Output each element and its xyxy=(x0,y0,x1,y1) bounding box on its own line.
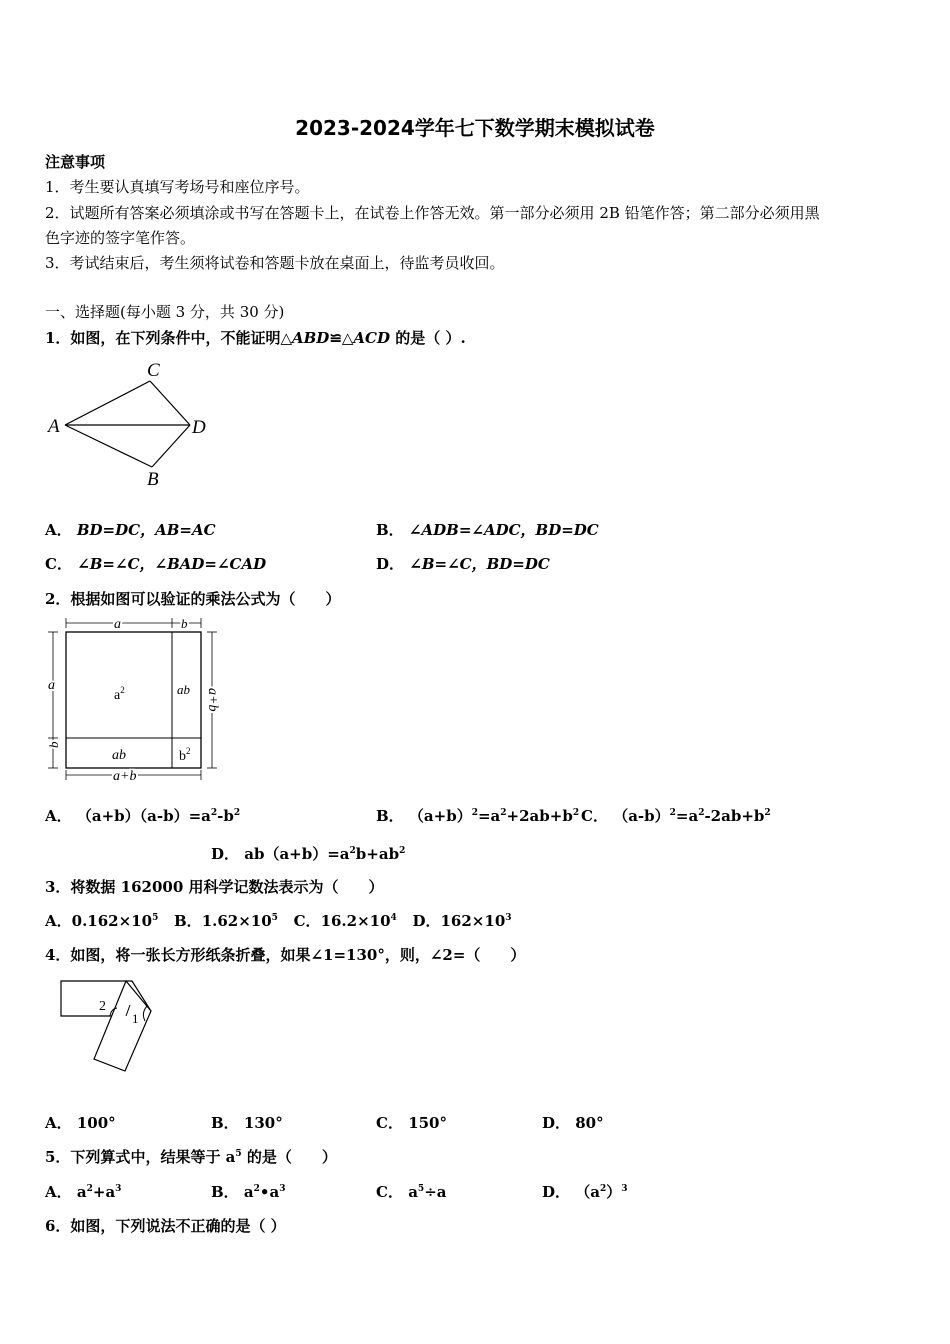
notice-heading: 注意事项 xyxy=(45,153,106,171)
q3-option-a[interactable] xyxy=(45,912,158,930)
q3-option-c-letter: C． xyxy=(293,912,321,930)
q4-label-1: 1 xyxy=(132,1011,139,1026)
q2-option-b-sup3: 2 xyxy=(572,808,580,818)
q2-label-left-b: b xyxy=(46,741,61,748)
q3-option-c-sup: 4 xyxy=(390,913,397,923)
q5-option-a[interactable] xyxy=(45,1181,121,1202)
q1-line-cd xyxy=(150,381,190,425)
q2-option-b-sup: 2 xyxy=(471,808,478,818)
question-1 xyxy=(45,327,466,348)
q1-line-bd xyxy=(152,425,190,467)
q1-option-d[interactable] xyxy=(376,553,550,574)
q2-option-d-sup2: 2 xyxy=(399,846,406,856)
q3-option-b-text: 1.62×10 xyxy=(201,912,272,930)
q2-option-d-tail: b+ab xyxy=(355,845,400,863)
q5-option-b-sup: 2 xyxy=(253,1184,260,1194)
q4-option-d-letter: D． xyxy=(542,1114,571,1132)
q2-option-c-sup: 2 xyxy=(669,808,676,818)
notice-item-2: 2．试题所有答案必须填涂或书写在答题卡上，在试卷上作答无效。第一部分必须用 2B 铅笔作答；第二部分必须用黑 xyxy=(45,204,820,222)
q1-line-ac xyxy=(65,381,150,425)
q2-option-c[interactable] xyxy=(581,805,771,826)
q1-option-a-text: BD=DC，AB=AC xyxy=(76,521,216,539)
q2-option-c-sup3: 2 xyxy=(764,808,771,818)
q5-option-b-tail: •a xyxy=(259,1183,280,1201)
q3-option-d-text: 162×10 xyxy=(440,912,506,930)
q5-option-d[interactable] xyxy=(542,1181,628,1202)
q3-option-d-letter: D． xyxy=(412,912,441,930)
q1-congruent: ≌△ xyxy=(329,329,354,347)
q2-label-ab-right: ab xyxy=(177,682,190,697)
q3-options xyxy=(45,910,512,931)
q2-label-top-a: a xyxy=(114,617,121,632)
q2-option-d-letter: D． xyxy=(211,845,240,863)
q5-option-d-text: （a xyxy=(575,1183,600,1201)
q5-option-d-tail: ） xyxy=(606,1183,622,1201)
q2-option-a-text: （a+b）（a-b）=a xyxy=(76,807,211,825)
q5-prefix: 5．下列算式中，结果等于 a xyxy=(45,1148,236,1166)
q2-label-top-b: b xyxy=(181,616,188,631)
notice-item-1: 1．考生要认真填写考场号和座位序号。 xyxy=(45,178,310,196)
q2-label-bottom: a+b xyxy=(113,769,137,784)
q4-option-d[interactable] xyxy=(542,1112,604,1133)
q1-option-c[interactable] xyxy=(45,553,266,574)
q2-outer-square xyxy=(66,632,201,768)
q2-option-d-sup: 2 xyxy=(349,846,356,856)
q4-option-a-letter: A． xyxy=(45,1114,72,1132)
q3-option-b-sup: 5 xyxy=(271,913,278,923)
q2-option-b-text: （a+b） xyxy=(408,807,472,825)
q5-option-a-tail: +a xyxy=(92,1183,116,1201)
q2-option-a[interactable] xyxy=(45,805,240,826)
q2-option-b-tail: =a xyxy=(477,807,501,825)
q1-triangle-2: ACD xyxy=(353,329,391,347)
q5-option-b[interactable] xyxy=(211,1181,286,1202)
q3-option-b-letter: B． xyxy=(174,912,202,930)
question-3: 3．将数据 162000 用科学记数法表示为（ ） xyxy=(45,878,384,896)
q2-option-a-letter: A． xyxy=(45,807,72,825)
q3-option-a-text: 0.162×10 xyxy=(71,912,153,930)
q2-label-right: a+b xyxy=(205,688,220,712)
q5-option-c[interactable] xyxy=(376,1181,446,1202)
question-5 xyxy=(45,1146,337,1167)
q4-option-b-text: 130° xyxy=(243,1114,283,1132)
q2-option-d-text: ab（a+b）=a xyxy=(244,845,350,863)
q5-option-c-tail: ÷a xyxy=(424,1183,447,1201)
q2-figure xyxy=(42,612,232,787)
q3-option-a-sup: 5 xyxy=(152,913,159,923)
q1-option-d-letter: D． xyxy=(376,555,405,573)
q5-option-b-sup2: 3 xyxy=(279,1184,286,1194)
q4-option-d-text: 80° xyxy=(575,1114,604,1132)
q5-option-d-sup: 2 xyxy=(599,1184,607,1194)
q3-option-a-letter: A． xyxy=(45,912,72,930)
notice-item-3: 3．考试结束后，考生须将试卷和答题卡放在桌面上，待监考员收回。 xyxy=(45,254,505,272)
q2-option-b-tail2: +2ab+b xyxy=(506,807,573,825)
q5-option-b-text: a xyxy=(243,1183,254,1201)
q4-option-c-text: 150° xyxy=(408,1114,447,1132)
q2-option-c-text: （a-b） xyxy=(613,807,670,825)
q5-option-c-sup: 5 xyxy=(417,1184,425,1194)
q2-option-a-tail: -b xyxy=(217,807,234,825)
q5-option-c-text: a xyxy=(408,1183,418,1201)
page-title: 2023-2024学年七下数学期末模拟试卷 xyxy=(295,116,655,140)
question-2: 2．根据如图可以验证的乘法公式为（ ） xyxy=(45,590,341,608)
q1-option-a[interactable] xyxy=(45,519,216,540)
q4-option-c[interactable] xyxy=(376,1112,447,1133)
q2-option-c-letter: C． xyxy=(581,807,608,825)
q1-label-c: C xyxy=(147,360,160,381)
q1-option-b-text: ∠ADB=∠ADC，BD=DC xyxy=(408,521,599,539)
q2-option-d[interactable] xyxy=(211,843,405,864)
q2-option-c-sup2: 2 xyxy=(698,808,705,818)
q1-triangle-1: ABD xyxy=(291,329,330,347)
q5-suffix: 的是（ ） xyxy=(241,1148,337,1166)
q1-option-b-letter: B． xyxy=(376,521,404,539)
q4-option-b[interactable] xyxy=(211,1112,283,1133)
q2-label-a2: $a^2$ xyxy=(114,685,125,703)
q1-line-ab xyxy=(65,425,152,467)
q4-option-a[interactable] xyxy=(45,1112,116,1133)
q4-figure xyxy=(55,975,165,1080)
q1-figure xyxy=(40,355,220,495)
q5-sup: 5 xyxy=(235,1149,242,1159)
q5-option-c-letter: C． xyxy=(376,1183,403,1201)
q1-suffix: 的是（ ）. xyxy=(390,329,466,347)
section-heading: 一、选择题(每小题 3 分，共 30 分) xyxy=(45,303,285,321)
q1-option-a-letter: A． xyxy=(45,521,72,539)
q3-option-d[interactable] xyxy=(412,912,511,930)
q5-option-a-sup2: 3 xyxy=(115,1184,122,1194)
q2-label-left-a: a xyxy=(48,678,55,693)
q2-option-b-sup2: 2 xyxy=(500,808,507,818)
q2-option-a-sup2: 2 xyxy=(233,808,241,818)
q3-option-c[interactable] xyxy=(294,912,397,930)
q3-option-b[interactable] xyxy=(174,912,278,930)
q4-option-c-letter: C． xyxy=(376,1114,403,1132)
q1-option-d-text: ∠B=∠C，BD=DC xyxy=(409,555,550,573)
q1-prefix: 1．如图，在下列条件中，不能证明△ xyxy=(45,329,292,347)
q3-option-c-text: 16.2×10 xyxy=(320,912,391,930)
q2-option-a-sup: 2 xyxy=(210,808,218,818)
notice-item-2-cont: 色字迹的签字笔作答。 xyxy=(45,229,196,247)
q1-label-d: D xyxy=(192,417,206,438)
q2-option-c-tail: =a xyxy=(675,807,699,825)
question-4: 4．如图，将一张长方形纸条折叠，如果∠1=130°，则，∠2=（ ） xyxy=(45,946,526,964)
q2-label-ab-bottom: ab xyxy=(112,748,126,763)
q1-option-c-letter: C． xyxy=(45,555,72,573)
q4-option-b-letter: B． xyxy=(211,1114,239,1132)
q5-option-b-letter: B． xyxy=(211,1183,239,1201)
q5-option-d-sup2: 3 xyxy=(621,1184,628,1194)
q1-label-a: A xyxy=(48,416,60,437)
q2-option-b[interactable] xyxy=(376,805,579,826)
q1-option-c-text: ∠B=∠C，∠BAD=∠CAD xyxy=(77,555,267,573)
q5-option-d-letter: D． xyxy=(542,1183,571,1201)
q1-option-b[interactable] xyxy=(376,519,599,540)
q4-option-a-text: 100° xyxy=(76,1114,116,1132)
question-6: 6．如图，下列说法不正确的是（ ） xyxy=(45,1217,286,1235)
q5-option-a-letter: A． xyxy=(45,1183,72,1201)
q5-option-a-sup: 2 xyxy=(86,1184,93,1194)
q5-option-a-text: a xyxy=(76,1183,87,1201)
q3-option-d-sup: 3 xyxy=(505,913,512,923)
q2-option-b-letter: B． xyxy=(376,807,404,825)
q2-label-b2: $b^2$ xyxy=(179,746,191,764)
q4-label-2: 2 xyxy=(99,999,106,1014)
q2-option-c-tail2: -2ab+b xyxy=(704,807,765,825)
q1-label-b: B xyxy=(147,469,159,490)
